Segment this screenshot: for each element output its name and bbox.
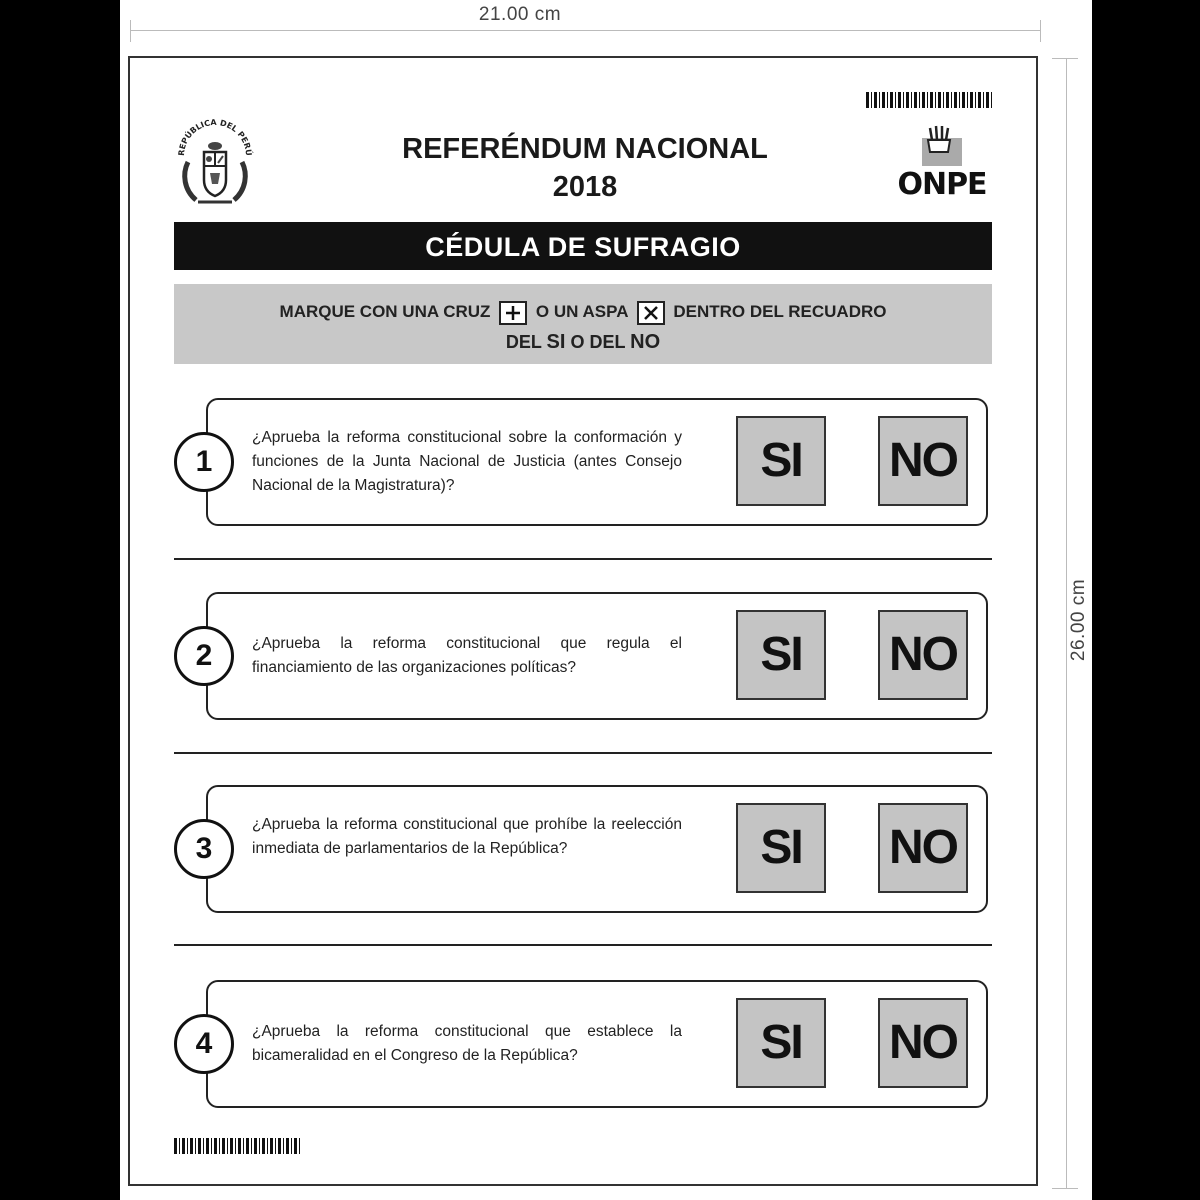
height-dimension-line bbox=[1066, 58, 1067, 1188]
barcode-top bbox=[866, 92, 992, 108]
width-dimension-label: 21.00 cm bbox=[478, 4, 562, 25]
instructions-line-1 bbox=[174, 298, 992, 326]
question-2 bbox=[174, 592, 992, 722]
question-divider bbox=[174, 752, 992, 754]
width-dimension-line bbox=[130, 30, 1040, 31]
yes-box[interactable]: SI bbox=[736, 416, 826, 506]
height-dimension-label: 26.00 cm bbox=[1068, 578, 1089, 662]
ballot-banner: CÉDULA DE SUFRAGIO bbox=[174, 222, 992, 270]
question-3 bbox=[174, 785, 992, 915]
height-dimension-tick-bottom bbox=[1052, 1188, 1078, 1189]
question-number: 1 bbox=[174, 432, 234, 492]
barcode-bottom bbox=[174, 1138, 302, 1154]
instructions-line2-b: O DEL bbox=[570, 332, 626, 352]
instructions-part-2: O UN ASPA bbox=[535, 302, 628, 321]
question-text: ¿Aprueba la reforma constitucional que prohíbe la reelección inmediata de parlamentarios de la República? bbox=[252, 816, 682, 857]
cross-example-icon bbox=[499, 301, 527, 325]
question-divider bbox=[174, 944, 992, 946]
width-dimension-tick-right bbox=[1040, 20, 1041, 42]
instructions-part-1: MARQUE CON UNA CRUZ bbox=[279, 302, 491, 321]
question-1 bbox=[174, 398, 992, 528]
voting-hand-icon bbox=[918, 122, 962, 166]
x-mark-example-icon bbox=[637, 301, 665, 325]
question-divider bbox=[174, 558, 992, 560]
no-box[interactable]: NO bbox=[878, 416, 968, 506]
title-line-1: REFERÉNDUM NACIONAL bbox=[402, 133, 768, 165]
onpe-logo bbox=[892, 122, 992, 202]
instructions-line-2 bbox=[174, 328, 992, 356]
question-text: ¿Aprueba la reforma constitucional sobre la conformación y funciones de la Junta Nacional de Justicia (antes Consejo Nacional de la Magistratura)? bbox=[252, 429, 682, 494]
question-text: ¿Aprueba la reforma constitucional que regula el financiamiento de las organizaciones políticas? bbox=[252, 635, 682, 676]
yes-box[interactable]: SI bbox=[736, 998, 826, 1088]
no-box[interactable]: NO bbox=[878, 803, 968, 893]
yes-box[interactable]: SI bbox=[736, 610, 826, 700]
question-number: 4 bbox=[174, 1014, 234, 1074]
instructions-line2-si: SI bbox=[546, 331, 566, 353]
instructions-line2-no: NO bbox=[630, 331, 661, 353]
instructions-box bbox=[174, 284, 992, 364]
title-line-2: 2018 bbox=[552, 171, 618, 203]
ballot-title bbox=[280, 130, 890, 206]
height-dimension-tick-top bbox=[1052, 58, 1078, 59]
question-number: 3 bbox=[174, 819, 234, 879]
ballot-sheet bbox=[128, 56, 1038, 1186]
svg-text:REPÚBLICA DEL PERÚ: REPÚBLICA DEL PERÚ bbox=[176, 118, 254, 157]
instructions-line2-a: DEL bbox=[505, 332, 542, 352]
instructions-part-3: DENTRO DEL RECUADRO bbox=[673, 302, 887, 321]
no-box[interactable]: NO bbox=[878, 610, 968, 700]
question-number: 2 bbox=[174, 626, 234, 686]
onpe-logo-text: ONPE bbox=[897, 167, 987, 202]
question-text: ¿Aprueba la reforma constitucional que establece la bicameralidad en el Congreso de la República? bbox=[252, 1023, 682, 1064]
question-4 bbox=[174, 980, 992, 1110]
national-emblem-icon bbox=[174, 118, 256, 210]
yes-box[interactable]: SI bbox=[736, 803, 826, 893]
no-box[interactable]: NO bbox=[878, 998, 968, 1088]
